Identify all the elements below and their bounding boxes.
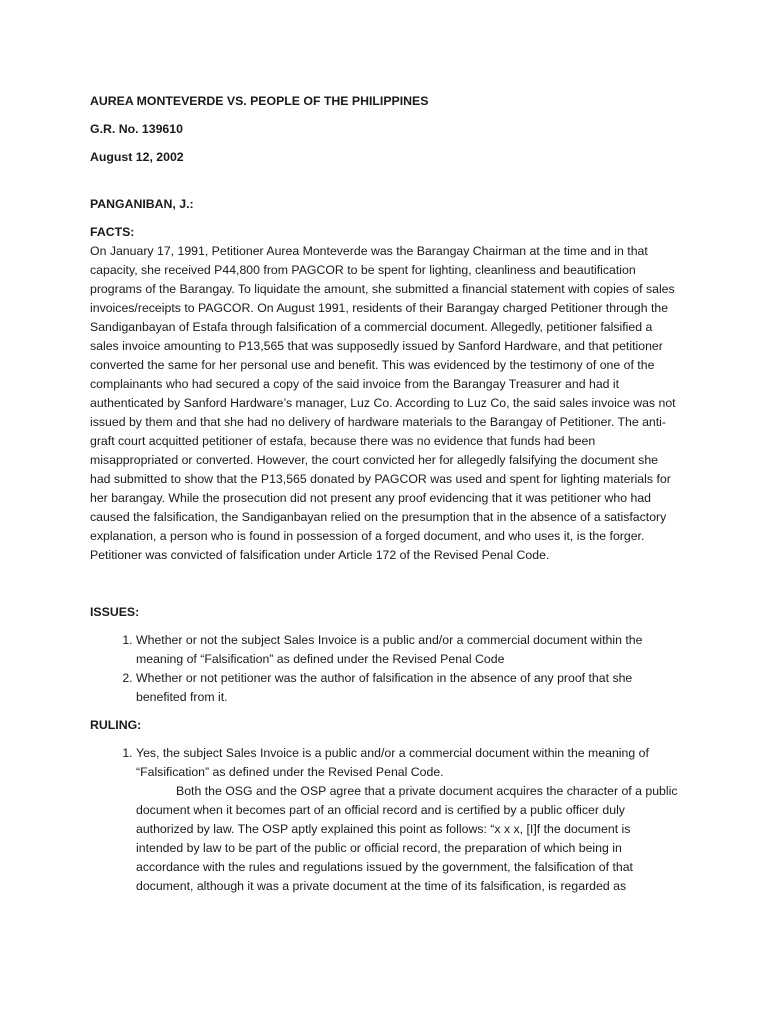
issue-item: 1. Whether or not the subject Sales Invoice is a public and/or a commercial document within the meaning of “Falsification” as defined under the Revised Penal Code <box>136 631 678 669</box>
case-title: AUREA MONTEVERDE VS. PEOPLE OF THE PHILIPPINES <box>90 94 429 108</box>
facts-label: FACTS: <box>90 225 135 239</box>
facts-paragraph: On January 17, 1991, Petitioner Aurea Monteverde was the Barangay Chairman at the time and in that capacity, she received P44,800 from PAGCOR to be spent for lighting, cleanliness and beautification programs of the Barangay. To liquidate the amount, she submitted a financial statement with copies of sales invoices/receipts to PAGCOR. On August 1991, residents of their Barangay charged Petitioner through the Sandiganbayan of Estafa through falsification of a commercial document. Allegedly, petitioner falsified a sales invoice amounting to P13,565 that was supposedly issued by Sanford Hardware, and that petitioner converted the same for her personal use and benefit. This was evidenced by the testimony of one of the complainants who had secured a copy of the said invoice from the Barangay Treasurer and had it authenticated by Sanford Hardware’s manager, Luz Co. According to Luz Co, the said sales invoice was not issued by them and that she had no delivery of hardware materials to the Barangay of Petitioner. The anti-graft court acquitted petitioner of estafa, because there was no evidence that funds had been misappropriated or converted. However, the court convicted her for allegedly falsifying the document she had submitted to show that the P13,565 donated by PAGCOR was used and spent for lighting materials for her barangay. While the prosecution did not present any proof evidencing that it was petitioner who had caused the falsification, the Sandiganbayan relied on the presumption that in the absence of a satisfactory explanation, a person who is found in possession of a forged document, and who uses it, is the forger. Petitioner was convicted of falsification under Article 172 of the Revised Penal Code. <box>90 244 676 562</box>
ruling-label: RULING: <box>90 718 142 732</box>
issues-list <box>90 631 678 707</box>
gr-number: G.R. No. 139610 <box>90 122 183 136</box>
decision-date: August 12, 2002 <box>90 150 184 164</box>
issues-label: ISSUES: <box>90 605 140 619</box>
ponente: PANGANIBAN, J.: <box>90 197 194 211</box>
document-page <box>90 92 678 896</box>
ruling-item <box>136 744 678 896</box>
ruling-item-paragraph: Both the OSG and the OSP agree that a private document acquires the character of a public document when it becomes part of an official record and is certified by a public officer duly authorized by law. The OSP aptly explained this point as follows: “x x x, [I]f the document is intended by law to be part of the public or official record, the preparation of which being in accordance with the rules and regulations issued by the government, the falsification of that document, although it was a private document at the time of its falsification, is regarded as <box>136 784 678 893</box>
ruling-list <box>90 744 678 896</box>
issue-item: 2. Whether or not petitioner was the author of falsification in the absence of any proof that she benefited from it. <box>136 669 678 707</box>
ruling-item-heading: Yes, the subject Sales Invoice is a public and/or a commercial document within the meaning of “Falsification” as defined under the Revised Penal Code. <box>136 746 649 779</box>
